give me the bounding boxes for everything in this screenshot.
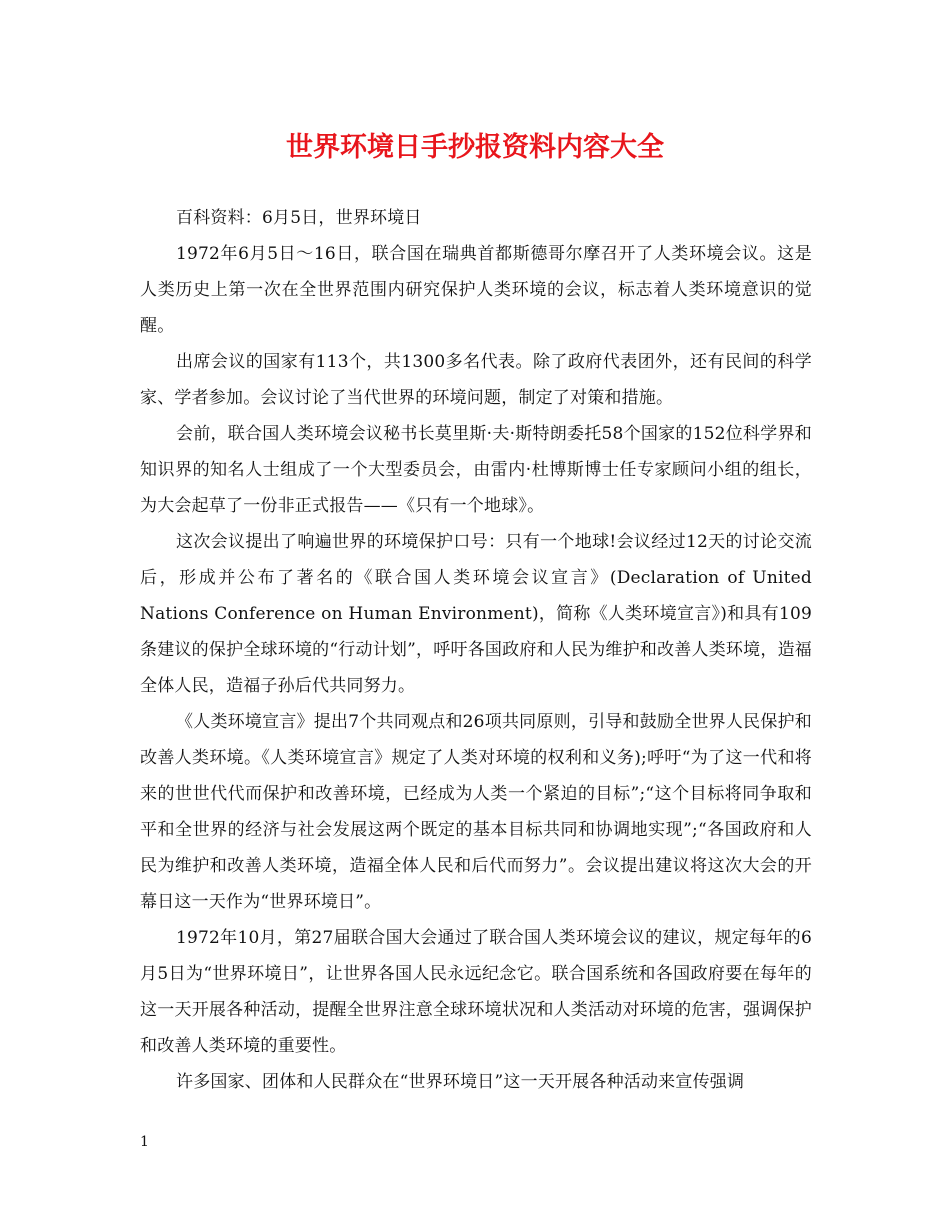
paragraph-attendance: 出席会议的国家有113个，共1300多名代表。除了政府代表团外，还有民间的科学家、学者参加。会议讨论了当代世界的环境问题，制定了对策和措施。 xyxy=(140,352,812,408)
paragraph-activities: 许多国家、团体和人民群众在“世界环境日”这一天开展各种活动来宣传强调 xyxy=(176,1072,745,1092)
document-body xyxy=(140,200,812,1100)
document-title: 世界环境日手抄报资料内容大全 xyxy=(286,132,664,163)
paragraph-declaration: 《人类环境宣言》提出7个共同观点和26项共同原则，引导和鼓励全世界人民保护和改善人类环境。《人类环境宣言》规定了人类对环境的权利和义务);呼吁“为了这一代和将来的世世代代而保护和改善环境，已经成为人类一个紧迫的目标”;“这个目标将同争取和平和全世界的经济与社会发展这两个既定的基本目标共同和协调地实现”;“各国政府和人民为维护和改善人类环境，造福全体人民和后代而努力”。会议提出建议将这次大会的开幕日这一天作为“世界环境日”。 xyxy=(140,712,812,912)
paragraph-intro: 百科资料：6月5日，世界环境日 xyxy=(176,208,422,228)
page-number: 1 xyxy=(140,1134,149,1150)
paragraph-un-resolution: 1972年10月，第27届联合国大会通过了联合国人类环境会议的建议，规定每年的6月5日为“世界环境日”，让世界各国人民永远纪念它。联合国系统和各国政府要在每年的这一天开展各种活动，提醒全世界注意全球环境状况和人类活动对环境的危害，强调保护和改善人类环境的重要性。 xyxy=(140,928,812,1056)
paragraph-preparation: 会前，联合国人类环境会议秘书长莫里斯·夫·斯特朗委托58个国家的152位科学界和知识界的知名人士组成了一个大型委员会，由雷内·杜博斯博士任专家顾问小组的组长，为大会起草了一份非正式报告——《只有一个地球》。 xyxy=(140,424,812,516)
paragraph-conference: 1972年6月5日～16日，联合国在瑞典首都斯德哥尔摩召开了人类环境会议。这是人类历史上第一次在全世界范围内研究保护人类环境的会议，标志着人类环境意识的觉醒。 xyxy=(140,244,812,336)
paragraph-slogan: 这次会议提出了响遍世界的环境保护口号：只有一个地球!会议经过12天的讨论交流后，形成并公布了著名的《联合国人类环境会议宣言》(Declaration of United Nations Conference on Human Environment)，简称《人类环境宣言》)和具有109条建议的保护全球环境的“行动计划”，呼吁各国政府和人民为维护和改善人类环境，造福全体人民，造福子孙后代共同努力。 xyxy=(140,532,812,696)
